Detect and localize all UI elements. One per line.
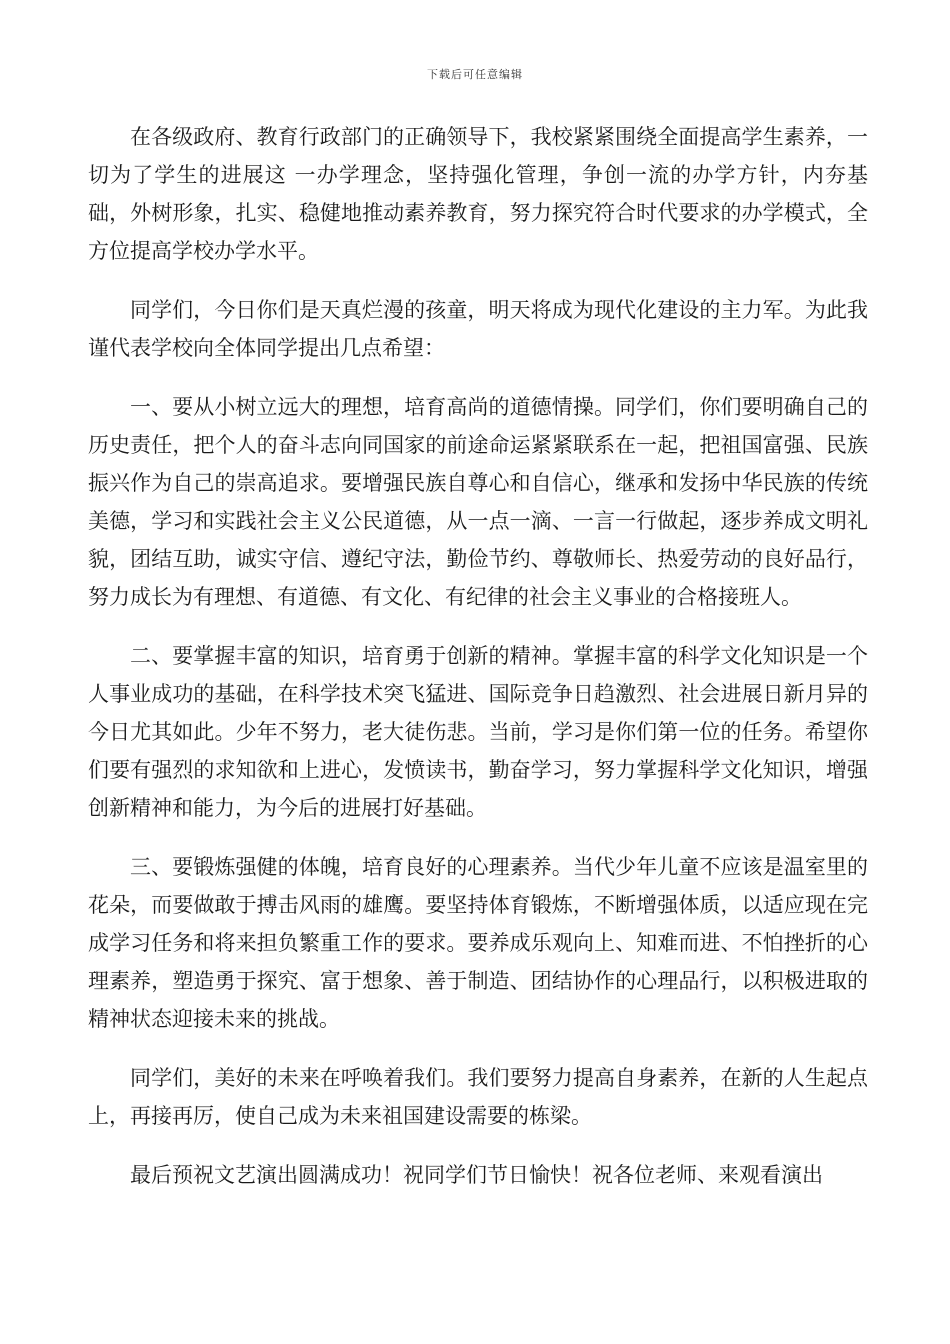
paragraph-hope-2: 二、要掌握丰富的知识，培育勇于创新的精神。掌握丰富的科学文化知识是一个人事业成功的基础，在科学技术突飞猛进、国际竞争日趋激烈、社会进展日新月异的今日尤其如此。少年不努力，老大徒伤悲。当前，学习是你们第一位的任务。希望你们要有强烈的求知欲和上进心，发愤读书，勤奋学习，努力掌握科学文化知识，增强创新精神和能力，为今后的进展打好基础。 [88, 644, 868, 820]
page-header: 下载后可任意编辑 [427, 68, 523, 81]
paragraph-intro: 在各级政府、教育行政部门的正确领导下，我校紧紧围绕全面提高学生素养，一切为了学生的进展这 一办学理念，坚持强化管理，争创一流的办学方针，内夯基础，外树形象，扎实、稳健地推动素养教育，努力探究符合时代要求的办学模式，全方位提高学校办学水平。 [88, 125, 868, 263]
paragraph-closing: 最后预祝文艺演出圆满成功！祝同学们节日愉快！祝各位老师、来观看演出 [130, 1163, 823, 1187]
document-body [88, 118, 868, 1215]
paragraph-address: 同学们，今日你们是天真烂漫的孩童，明天将成为现代化建设的主力军。为此我谨代表学校向全体同学提出几点希望： [88, 298, 868, 360]
paragraph-hope-1: 一、要从小树立远大的理想，培育高尚的道德情操。同学们，你们要明确自己的历史责任，把个人的奋斗志向同国家的前途命运紧紧联系在一起，把祖国富强、民族振兴作为自己的崇高追求。要增强民族自尊心和自信心，继承和发扬中华民族的传统美德，学习和实践社会主义公民道德，从一点一滴、一言一行做起，逐步养成文明礼貌，团结互助，诚实守信、遵纪守法，勤俭节约、尊敬师长、热爱劳动的良好品行，努力成长为有理想、有道德、有文化、有纪律的社会主义事业的合格接班人。 [88, 395, 868, 609]
paragraph-hope-3: 三、要锻炼强健的体魄，培育良好的心理素养。当代少年儿童不应该是温室里的花朵，而要做敢于搏击风雨的雄鹰。要坚持体育锻炼，不断增强体质，以适应现在完成学习任务和将来担负繁重工作的要求。要养成乐观向上、知难而进、不怕挫折的心理素养，塑造勇于探究、富于想象、善于制造、团结协作的心理品行，以积极进取的精神状态迎接未来的挑战。 [88, 855, 868, 1031]
paragraph-future: 同学们，美好的未来在呼唤着我们。我们要努力提高自身素养，在新的人生起点上，再接再厉，使自己成为未来祖国建设需要的栋梁。 [88, 1066, 868, 1128]
